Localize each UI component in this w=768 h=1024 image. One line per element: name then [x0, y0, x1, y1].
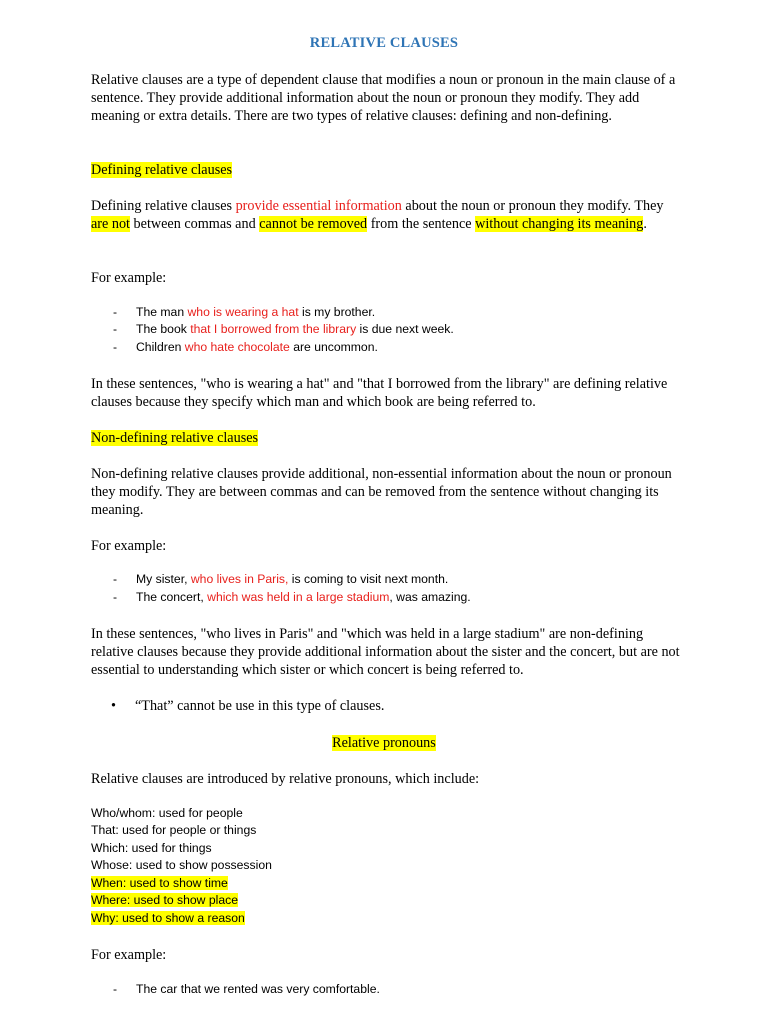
pronoun-entry: Who/whom: used for people	[91, 806, 243, 820]
defining-example-label: For example:	[91, 270, 167, 286]
example-clause: who is wearing a hat	[187, 305, 299, 319]
pronouns-example-label: For example:	[91, 947, 167, 963]
page-title: RELATIVE CLAUSES	[309, 35, 459, 51]
pronoun-entry: Which: used for things	[91, 841, 212, 855]
nondefining-description: Non-defining relative clauses provide additional, non-essential information about the noun or pronoun they modify. They are between commas and can be removed from the sentence without changing its meaning.	[91, 466, 672, 518]
example-text: The man	[136, 305, 188, 319]
pronoun-entry: That: used for people or things	[91, 823, 257, 837]
pronoun-entry-highlighted: Where: used to show place	[91, 893, 239, 907]
list-item	[91, 805, 243, 823]
list-item	[91, 892, 238, 910]
example-text: is coming to visit next month.	[288, 572, 449, 586]
defining-desc-highlight: are not	[91, 216, 130, 232]
dash-icon: -	[113, 982, 118, 996]
dash-icon: -	[113, 572, 118, 586]
note-text: “That” cannot be use in this type of clauses.	[135, 698, 385, 714]
example-clause: which was held in a large stadium	[207, 590, 390, 604]
defining-explanation: In these sentences, "who is wearing a hat" and "that I borrowed from the library" are defining relative clauses because they specify which man and which book are being referred to.	[91, 376, 668, 410]
example-clause: who lives in Paris,	[190, 572, 289, 586]
defining-desc-text: from the sentence	[367, 216, 476, 232]
pronoun-entry-highlighted: Why: used to show a reason	[91, 911, 245, 925]
example-text: is due next week.	[356, 322, 454, 336]
defining-desc-red: provide essential information	[235, 198, 402, 214]
intro-paragraph: Relative clauses are a type of dependent clause that modifies a noun or pronoun in the main clause of a sentence. They provide additional information about the noun or pronoun they modify. They add meaning or extra details. There are two types of relative clauses: defining and non-defining.	[91, 72, 676, 124]
list-item	[91, 840, 212, 858]
defining-desc-highlight: cannot be removed	[259, 216, 368, 232]
example-text: The book	[136, 322, 191, 336]
defining-desc-highlight: without changing its meaning	[475, 216, 644, 232]
example-text: is my brother.	[298, 305, 376, 319]
list-item	[91, 910, 245, 928]
example-text: Children	[136, 340, 185, 354]
defining-heading-text: Defining relative clauses	[91, 162, 233, 178]
example-clause: that I borrowed from the library	[190, 322, 357, 336]
defining-heading	[91, 161, 681, 179]
dash-icon: -	[113, 340, 118, 354]
defining-desc-text: Defining relative clauses	[91, 198, 236, 214]
dash-icon: -	[113, 590, 118, 604]
dash-icon: -	[113, 322, 118, 336]
example-text: are uncommon.	[289, 340, 378, 354]
pronoun-entry-highlighted: When: used to show time	[91, 876, 228, 890]
example-clause: who hate chocolate	[184, 340, 290, 354]
bullet-icon: •	[111, 698, 116, 714]
dash-icon: -	[113, 305, 118, 319]
pronoun-entry: Whose: used to show possession	[91, 858, 272, 872]
list-item	[91, 875, 228, 893]
defining-desc-text: .	[643, 216, 647, 232]
defining-desc-text: about the noun or pronoun they modify. They	[401, 198, 664, 214]
pronouns-intro: Relative clauses are introduced by relative pronouns, which include:	[91, 771, 480, 787]
defining-description	[91, 197, 671, 233]
list-item	[91, 822, 256, 840]
pronouns-heading	[0, 734, 768, 752]
nondefining-example-label: For example:	[91, 538, 167, 554]
list-item	[91, 857, 272, 875]
pronouns-heading-text: Relative pronouns	[332, 735, 436, 751]
nondefining-heading-text: Non-defining relative clauses	[91, 430, 259, 446]
nondefining-explanation: In these sentences, "who lives in Paris" and "which was held in a large stadium" are non-defining relative clauses because they provide additional information about the sister and the concert, but are not essential to understanding which sister or which concert is being referred to.	[91, 626, 680, 678]
nondefining-heading	[91, 429, 681, 447]
example-text: The concert,	[136, 590, 208, 604]
defining-desc-text: between commas and	[130, 216, 260, 232]
example-text: The car that we rented was very comfortable.	[136, 982, 380, 996]
example-text: My sister,	[136, 572, 191, 586]
example-text: , was amazing.	[389, 590, 471, 604]
